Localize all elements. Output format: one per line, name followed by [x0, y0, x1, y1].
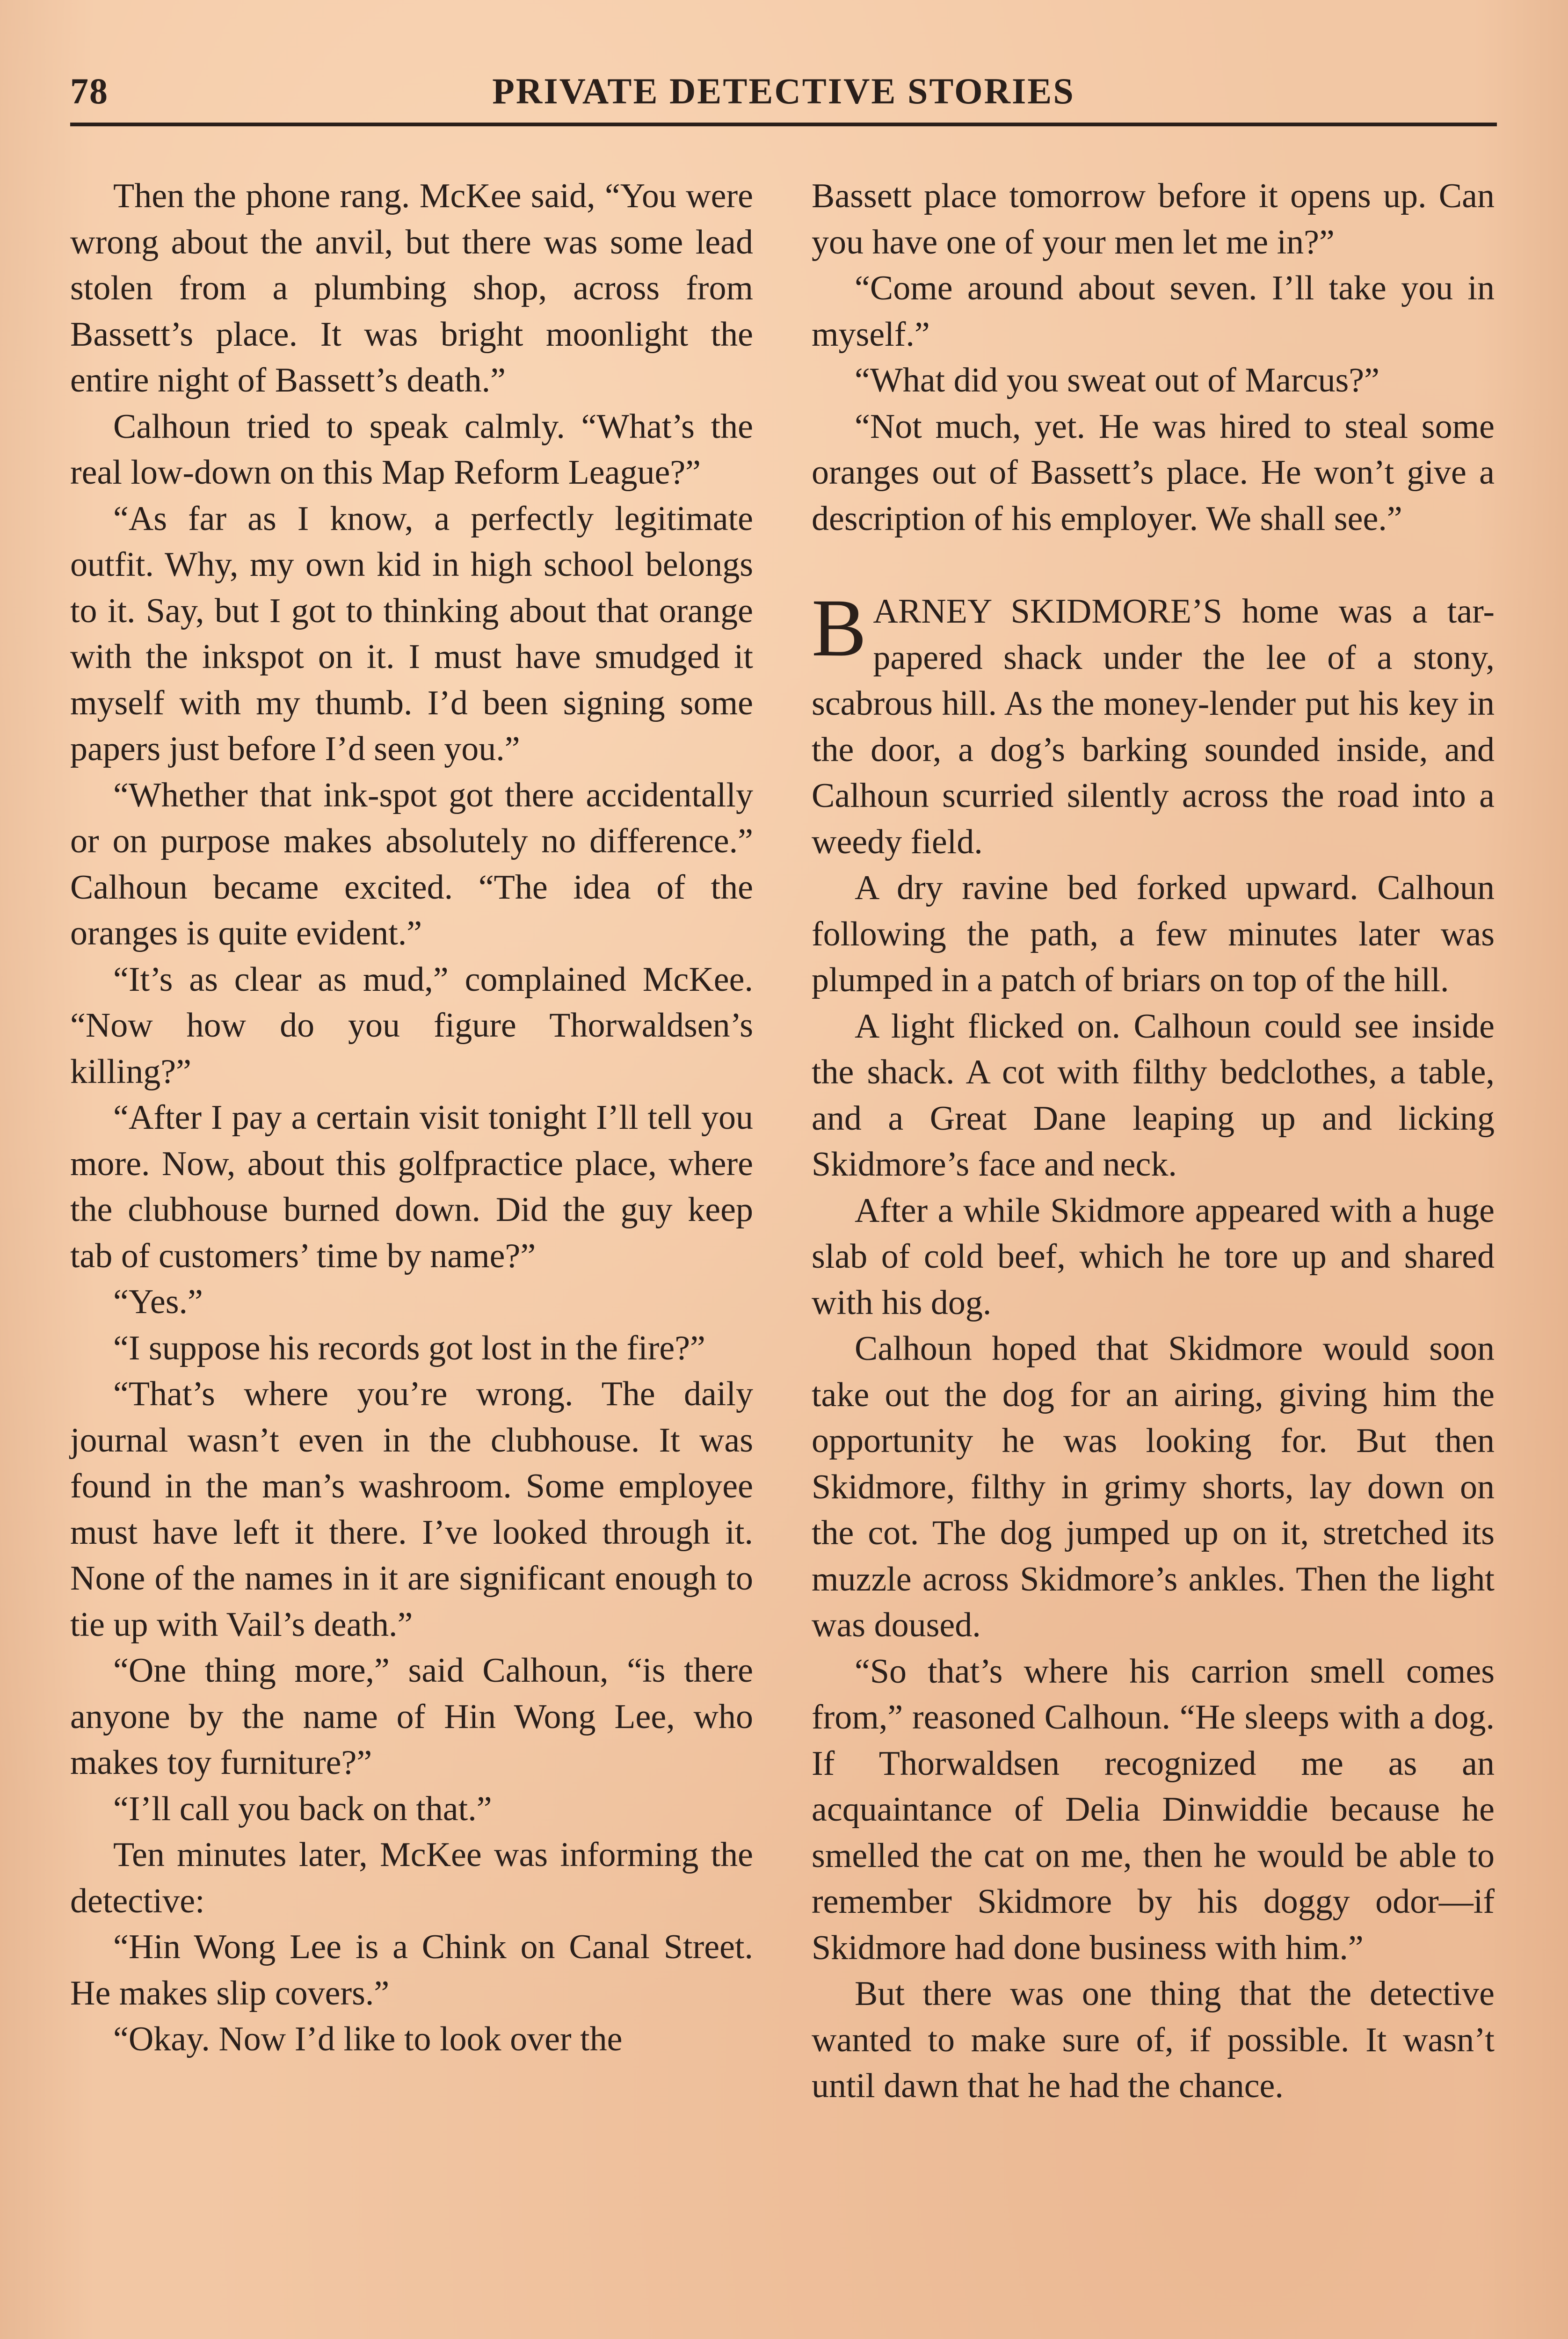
paragraph: Calhoun tried to speak calmly. “What’s the real low-down on this Map Reform League?”: [70, 407, 753, 492]
paragraph: “Whether that ink-spot got there accidentally or on purpose makes absolutely no difference.” Calhoun became excited. “The idea of the oranges is quite evident.”: [70, 776, 753, 952]
paragraph: But there was one thing that the detective wanted to make sure of, if possible. It wasn’t until dawn that he had the chance.: [812, 1975, 1495, 2105]
running-title: PRIVATE DETECTIVE STORIES: [492, 71, 1075, 111]
paragraph: “Hin Wong Lee is a Chink on Canal Street. He makes slip covers.”: [70, 1928, 753, 2012]
paragraph: A light flicked on. Calhoun could see inside the shack. A cot with filthy bedclothes, a table, and a Great Dane leaping up and licking Skidmore’s face and neck.: [812, 1007, 1495, 1184]
paragraph: A dry ravine bed forked upward. Calhoun following the path, a few minutes later was plumped in a patch of briars on top of the hill.: [812, 869, 1495, 999]
paragraph: “As far as I know, a perfectly legitimate outfit. Why, my own kid in high school belongs to it. Say, but I got to thinking about that orange with the inkspot on it. I must have smudged it myself with my thumb. I’d been signing some papers just before I’d seen you.”: [70, 499, 753, 768]
paragraph: Bassett place tomorrow before it opens up. Can you have one of your men let me in?”: [812, 177, 1495, 262]
paragraph: “After I pay a certain visit tonight I’ll tell you more. Now, about this golfpractice place, where the clubhouse burned down. Did the guy keep tab of customers’ time by name?”: [70, 1098, 753, 1275]
paragraph: Calhoun hoped that Skidmore would soon take out the dog for an airing, giving him the opportunity he was looking for. But then Skidmore, filthy in grimy shorts, lay down on the cot. The dog jumped up on it, stretched its muzzle across Skidmore’s ankles. Then the light was doused.: [812, 1329, 1495, 1644]
left-column: [70, 173, 753, 2063]
paragraph: Then the phone rang. McKee said, “You were wrong about the anvil, but there was some lead stolen from a plumbing shop, across from Bassett’s place. It was bright moonlight the entire night of Bassett’s death.”: [70, 177, 753, 400]
paragraph: “I suppose his records got lost in the fire?”: [113, 1329, 705, 1367]
header-rule: [70, 123, 1497, 126]
paragraph: “It’s as clear as mud,” complained McKee. “Now how do you figure Thorwaldsen’s killing?”: [70, 960, 753, 1091]
paragraph: “I’ll call you back on that.”: [113, 1789, 492, 1828]
paragraph: “Not much, yet. He was hired to steal some oranges out of Bassett’s place. He won’t give a description of his employer. We shall see.”: [812, 407, 1495, 538]
paragraph: “Okay. Now I’d like to look over the: [113, 2020, 623, 2058]
drop-cap: B: [812, 582, 867, 674]
paragraph: After a while Skidmore appeared with a huge slab of cold beef, which he tore up and shared with his dog.: [812, 1191, 1495, 1322]
paragraph: “Yes.”: [113, 1283, 203, 1321]
paragraph: “Come around about seven. I’ll take you in myself.”: [812, 269, 1495, 354]
section-opening-text: ARNEY SKIDMORE’S home was a tar-papered shack under the lee of a stony, scabrous hill. As the money-lender put his key in the door, a dog’s barking sounded inside, and Calhoun scurried silently across the road into a weedy field.: [812, 592, 1495, 861]
section-opening-paragraph: [812, 582, 1495, 865]
paragraph: “That’s where you’re wrong. The daily journal wasn’t even in the clubhouse. It was found in the man’s washroom. Some employee must have left it there. I’ve looked through it. None of the names in it are significant enough to tie up with Vail’s death.”: [70, 1375, 753, 1644]
page-header: [70, 70, 1497, 122]
right-column: [812, 173, 1495, 2109]
page-number: 78: [70, 71, 109, 111]
paragraph: “What did you sweat out of Marcus?”: [855, 361, 1379, 400]
paragraph: “So that’s where his carrion smell comes from,” reasoned Calhoun. “He sleeps with a dog. If Thorwaldsen recognized me as an acquaintance of Delia Dinwiddie because he smelled the cat on me, then he would be able to remember Skidmore by his doggy odor—if Skidmore had done business with him.”: [812, 1652, 1495, 1967]
paragraph: “One thing more,” said Calhoun, “is there anyone by the name of Hin Wong Lee, who makes toy furniture?”: [70, 1651, 753, 1782]
paragraph: Ten minutes later, McKee was informing the detective:: [70, 1836, 753, 1920]
